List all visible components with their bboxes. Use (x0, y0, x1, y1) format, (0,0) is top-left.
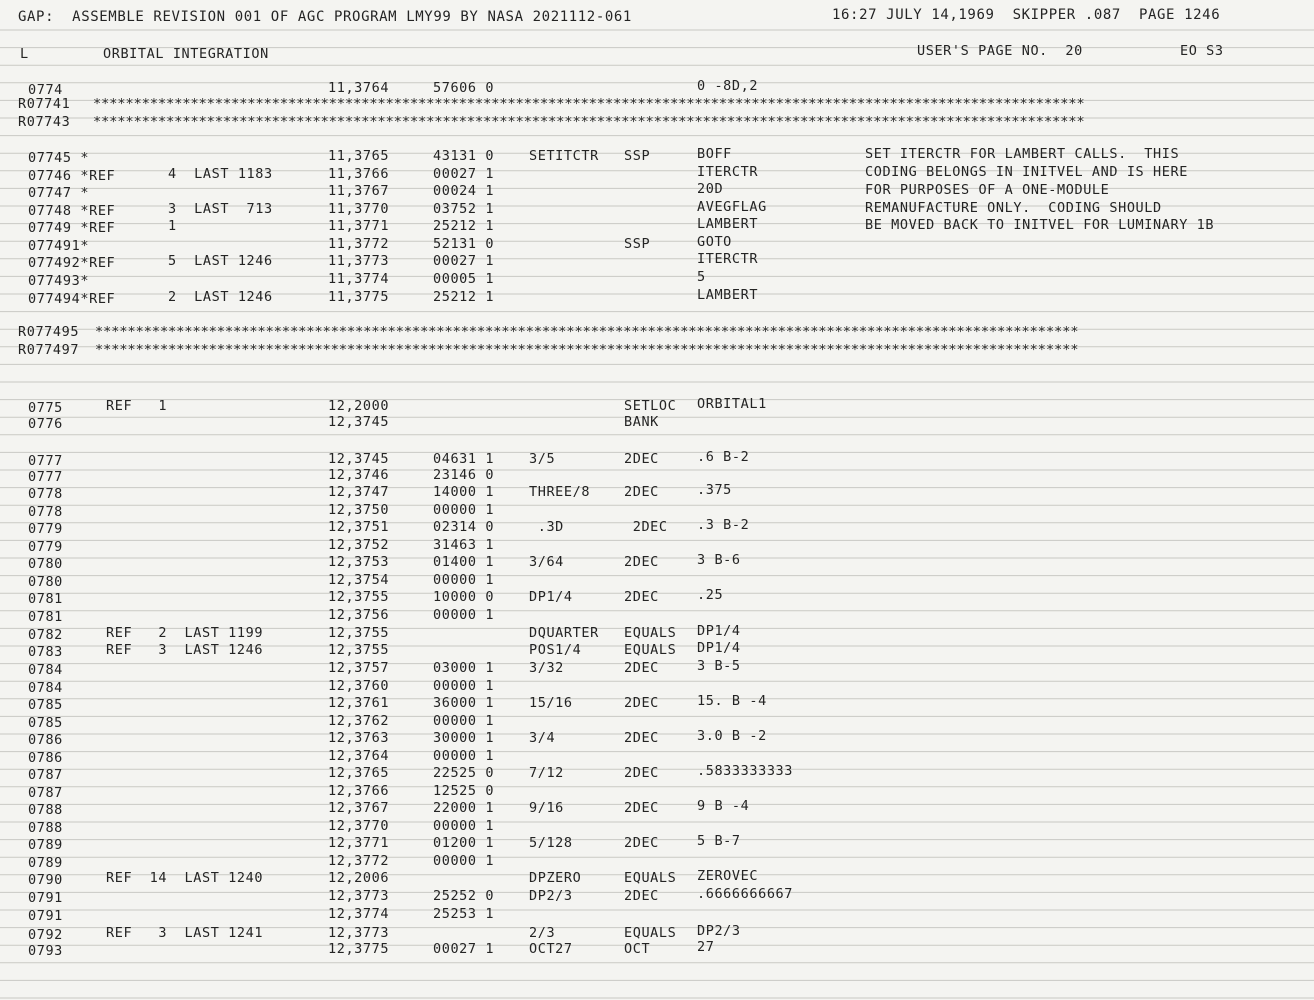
sequence-number: 0782 (28, 627, 63, 643)
sequence-number: 0791 (28, 908, 63, 924)
memory-address: 12,3762 (328, 713, 390, 729)
sequence-number: 0776 (28, 416, 63, 432)
sequence-number: 07749 *REF (28, 220, 116, 236)
sequence-number: 0778 (28, 504, 63, 520)
memory-address: 12,3767 (328, 800, 390, 816)
operand: LAMBERT (697, 216, 759, 232)
sequence-number: 0790 (28, 872, 63, 888)
octal-code: 52131 0 (433, 236, 495, 252)
comment-line: REMANUFACTURE ONLY. CODING SHOULD (865, 200, 1162, 216)
octal-code: 31463 1 (433, 537, 495, 553)
operand: 3 B-6 (697, 552, 741, 568)
sequence-number: 0792 (28, 927, 63, 943)
memory-address: 12,3756 (328, 607, 390, 623)
cross-reference: REF 3 LAST 1241 (106, 925, 264, 941)
octal-code: 25212 1 (433, 289, 495, 305)
octal-code: 00000 1 (433, 818, 495, 834)
memory-address: 12,3745 (328, 414, 390, 430)
section-title: ORBITAL INTEGRATION (103, 46, 269, 62)
comment-line: SET ITERCTR FOR LAMBERT CALLS. THIS (865, 146, 1180, 162)
sequence-number: 0780 (28, 574, 63, 590)
operand: .375 (697, 482, 732, 498)
operand: AVEGFLAG (697, 199, 767, 215)
sequence-number: 0781 (28, 609, 63, 625)
octal-code: 12525 0 (433, 783, 495, 799)
sequence-number: 0774 (28, 82, 63, 98)
octal-code: 00000 1 (433, 572, 495, 588)
memory-address: 11,3765 (328, 148, 390, 164)
memory-address: 12,3757 (328, 660, 390, 676)
memory-address: 12,3754 (328, 572, 390, 588)
operation: SSP (624, 148, 651, 164)
eo-code: EO S3 (1180, 43, 1224, 59)
sequence-number: 0787 (28, 785, 63, 801)
sequence-number: 0789 (28, 855, 63, 871)
operation: 2DEC (624, 765, 659, 781)
octal-code: 04631 1 (433, 451, 495, 467)
cross-reference: REF 1 (106, 398, 168, 414)
operation: 2DEC (624, 554, 659, 570)
octal-code: 23146 0 (433, 467, 495, 483)
memory-address: 12,3773 (328, 888, 390, 904)
header-date-page: 16:27 JULY 14,1969 SKIPPER .087 PAGE 1246 (832, 7, 1221, 23)
symbol-label: 3/5 (529, 451, 556, 467)
octal-code: 43131 0 (433, 148, 495, 164)
cross-reference: 2 LAST 1246 (168, 289, 273, 305)
memory-address: 11,3773 (328, 253, 390, 269)
operand: DP1/4 (697, 623, 741, 639)
octal-code: 00005 1 (433, 271, 495, 287)
symbol-label: THREE/8 (529, 484, 591, 500)
operation: 2DEC (624, 660, 659, 676)
sequence-number: 0777 (28, 453, 63, 469)
symbol-label: 7/12 (529, 765, 564, 781)
symbol-label: 3/64 (529, 554, 564, 570)
symbol-label: .3D (529, 519, 564, 535)
user-page-number: USER'S PAGE NO. 20 (917, 43, 1083, 59)
sequence-number: 077491* (28, 238, 90, 254)
memory-address: 12,3774 (328, 906, 390, 922)
comment-line: BE MOVED BACK TO INITVEL FOR LUMINARY 1B (865, 217, 1215, 233)
operation: 2DEC (624, 730, 659, 746)
octal-code: 00027 1 (433, 941, 495, 957)
sequence-number: 0775 (28, 400, 63, 416)
operand: GOTO (697, 234, 732, 250)
cross-reference: 4 LAST 1183 (168, 166, 273, 182)
symbol-label: 3/32 (529, 660, 564, 676)
octal-code: 00000 1 (433, 713, 495, 729)
cross-reference: 1 (168, 218, 177, 234)
operand: .25 (697, 587, 724, 603)
memory-address: 12,3765 (328, 765, 390, 781)
star-rule: ************************************************************************************************************************* (95, 342, 1079, 358)
memory-address: 12,3750 (328, 502, 390, 518)
operand: .6666666667 (697, 886, 794, 902)
operation: SETLOC (624, 398, 677, 414)
operation: 2DEC (624, 451, 659, 467)
sequence-number: 0788 (28, 802, 63, 818)
operation: 2DEC (624, 695, 659, 711)
octal-code: 25253 1 (433, 906, 495, 922)
memory-address: 12,3763 (328, 730, 390, 746)
sequence-number: 0779 (28, 521, 63, 537)
operation: 2DEC (624, 888, 659, 904)
cross-reference: REF 2 LAST 1199 (106, 625, 264, 641)
revision-label: R077497 (18, 342, 80, 358)
sequence-number: 07747 * (28, 185, 90, 201)
operation: EQUALS (624, 625, 677, 641)
operand: DP1/4 (697, 640, 741, 656)
sequence-number: 0787 (28, 767, 63, 783)
octal-code: 14000 1 (433, 484, 495, 500)
symbol-label: 2/3 (529, 925, 556, 941)
sequence-number: 077493* (28, 273, 90, 289)
operand: BOFF (697, 146, 732, 162)
operand: 3 B-5 (697, 658, 741, 674)
memory-address: 11,3767 (328, 183, 390, 199)
sequence-number: 0791 (28, 890, 63, 906)
operand: .3 B-2 (697, 517, 750, 533)
symbol-label: POS1/4 (529, 642, 582, 658)
operation: EQUALS (624, 870, 677, 886)
memory-address: 12,3760 (328, 678, 390, 694)
revision-label: R077495 (18, 324, 80, 340)
octal-code: 00000 1 (433, 678, 495, 694)
operand: ZEROVEC (697, 868, 759, 884)
octal-code: 00000 1 (433, 607, 495, 623)
sequence-number: 0777 (28, 469, 63, 485)
sequence-number: 0778 (28, 486, 63, 502)
operation: 2DEC (624, 589, 659, 605)
comment-line: FOR PURPOSES OF A ONE-MODULE (865, 182, 1110, 198)
memory-address: 12,3745 (328, 451, 390, 467)
operand: 27 (697, 939, 715, 955)
operand: ITERCTR (697, 251, 759, 267)
operand: 20D (697, 181, 724, 197)
octal-code: 00000 1 (433, 853, 495, 869)
sequence-number: 0788 (28, 820, 63, 836)
sequence-number: 0784 (28, 680, 63, 696)
sequence-number: 0781 (28, 591, 63, 607)
revision-label: R07743 (18, 114, 71, 130)
sequence-number: 0779 (28, 539, 63, 555)
octal-code: 01400 1 (433, 554, 495, 570)
memory-address: 11,3772 (328, 236, 390, 252)
memory-address: 12,3746 (328, 467, 390, 483)
memory-address: 12,3770 (328, 818, 390, 834)
symbol-label: 15/16 (529, 695, 573, 711)
memory-address: 12,3751 (328, 519, 390, 535)
sequence-number: 077492*REF (28, 255, 116, 271)
memory-address: 12,3755 (328, 625, 390, 641)
octal-code: 30000 1 (433, 730, 495, 746)
memory-address: 11,3775 (328, 289, 390, 305)
star-rule: ************************************************************************************************************************** (93, 114, 1085, 130)
octal-code: 01200 1 (433, 835, 495, 851)
symbol-label: 3/4 (529, 730, 556, 746)
octal-code: 03000 1 (433, 660, 495, 676)
sequence-number: 07745 * (28, 150, 90, 166)
cross-reference: REF 3 LAST 1246 (106, 642, 264, 658)
octal-code: 22000 1 (433, 800, 495, 816)
memory-address: 12,2006 (328, 870, 390, 886)
octal-code: 22525 0 (433, 765, 495, 781)
memory-address: 12,3752 (328, 537, 390, 553)
memory-address: 11,3774 (328, 271, 390, 287)
cross-reference: 3 LAST 713 (168, 201, 273, 217)
operand: 5 (697, 269, 706, 285)
memory-address: 12,3773 (328, 925, 390, 941)
revision-label: R07741 (18, 96, 71, 112)
memory-address: 11,3766 (328, 166, 390, 182)
sequence-number: 0793 (28, 943, 63, 959)
symbol-label: 5/128 (529, 835, 573, 851)
operand: 3.0 B -2 (697, 728, 767, 744)
star-rule: ************************************************************************************************************************* (95, 324, 1079, 340)
operand: 15. B -4 (697, 693, 767, 709)
comment-line: CODING BELONGS IN INITVEL AND IS HERE (865, 164, 1188, 180)
symbol-label: DPZERO (529, 870, 582, 886)
octal-code: 00000 1 (433, 502, 495, 518)
sequence-number: 0785 (28, 715, 63, 731)
star-rule: ************************************************************************************************************************** (93, 96, 1085, 112)
octal-code: 10000 0 (433, 589, 495, 605)
octal-code: 02314 0 (433, 519, 495, 535)
operation: EQUALS (624, 642, 677, 658)
symbol-label: DP1/4 (529, 589, 573, 605)
sequence-number: 077494*REF (28, 291, 116, 307)
octal-code: 25212 1 (433, 218, 495, 234)
octal-code: 36000 1 (433, 695, 495, 711)
sequence-number: 0780 (28, 556, 63, 572)
cross-reference: 5 LAST 1246 (168, 253, 273, 269)
memory-address: 12,3755 (328, 642, 390, 658)
operation: 2DEC (624, 519, 668, 535)
symbol-label: DP2/3 (529, 888, 573, 904)
octal-code: 03752 1 (433, 201, 495, 217)
header-assembly-line: GAP: ASSEMBLE REVISION 001 OF AGC PROGRAM LMY99 BY NASA 2021112-061 (18, 9, 632, 25)
memory-address: 11,3771 (328, 218, 390, 234)
memory-address: 12,2000 (328, 398, 390, 414)
sequence-number: 0786 (28, 732, 63, 748)
operand: DP2/3 (697, 923, 741, 939)
operand: 9 B -4 (697, 798, 750, 814)
octal-code: 00027 1 (433, 253, 495, 269)
sequence-number: 07748 *REF (28, 203, 116, 219)
sequence-number: 07746 *REF (28, 168, 116, 184)
memory-address: 12,3747 (328, 484, 390, 500)
memory-address: 12,3764 (328, 748, 390, 764)
symbol-label: SETITCTR (529, 148, 599, 164)
octal-code: 00027 1 (433, 166, 495, 182)
symbol-label: 9/16 (529, 800, 564, 816)
octal-code: 00024 1 (433, 183, 495, 199)
operation: 2DEC (624, 484, 659, 500)
octal-code: 00000 1 (433, 748, 495, 764)
operand: .6 B-2 (697, 449, 750, 465)
memory-address: 12,3761 (328, 695, 390, 711)
sequence-number: 0785 (28, 697, 63, 713)
symbol-label: DQUARTER (529, 625, 599, 641)
octal-code: 25252 0 (433, 888, 495, 904)
operand: .5833333333 (697, 763, 794, 779)
memory-address: 12,3766 (328, 783, 390, 799)
operation: BANK (624, 414, 659, 430)
operation: EQUALS (624, 925, 677, 941)
memory-address: 12,3771 (328, 835, 390, 851)
operation: 2DEC (624, 835, 659, 851)
sequence-number: 0789 (28, 837, 63, 853)
memory-address: 12,3755 (328, 589, 390, 605)
memory-address: 12,3775 (328, 941, 390, 957)
sequence-number: 0783 (28, 644, 63, 660)
operation: 2DEC (624, 800, 659, 816)
sequence-number: 0786 (28, 750, 63, 766)
operation: OCT (624, 941, 651, 957)
operand: ORBITAL1 (697, 396, 767, 412)
subheader-letter: L (20, 46, 29, 62)
memory-address: 12,3772 (328, 853, 390, 869)
symbol-label: OCT27 (529, 941, 573, 957)
operand: ITERCTR (697, 164, 759, 180)
cross-reference: REF 14 LAST 1240 (106, 870, 264, 886)
memory-address: 11,3764 (328, 80, 390, 96)
memory-address: 12,3753 (328, 554, 390, 570)
operand: LAMBERT (697, 287, 759, 303)
operand: 0 -8D,2 (697, 78, 759, 94)
memory-address: 11,3770 (328, 201, 390, 217)
operand: 5 B-7 (697, 833, 741, 849)
octal-code: 57606 0 (433, 80, 495, 96)
sequence-number: 0784 (28, 662, 63, 678)
operation: SSP (624, 236, 651, 252)
